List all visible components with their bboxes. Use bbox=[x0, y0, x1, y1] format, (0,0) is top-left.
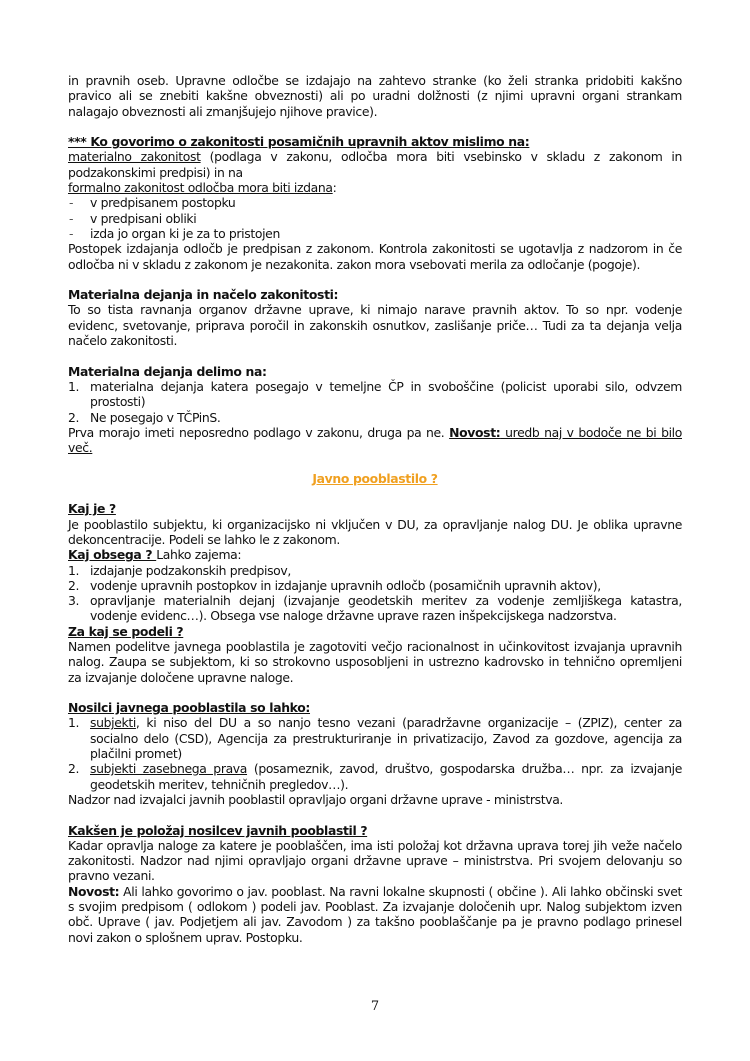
nosilci-list bbox=[68, 715, 682, 791]
kaj-obsega-heading: Kaj obsega ? bbox=[68, 547, 157, 563]
polozaj-paragraph: Kadar opravlja naloge za katere je pooblaščen, ima isti položaj kot državna uprava torej jih veže načelo zakonitosti. Nadzor nad njimi opravljajo organi državne uprave – ministrstva. Pri svojem delovanju so pravno vezani. bbox=[68, 837, 682, 884]
zakonitost-heading: *** Ko govorimo o zakonitosti posamičnih upravnih aktov mislimo na: bbox=[68, 134, 530, 150]
formalna-zakonitost-paragraph: formalno zakonitost odločba mora biti izdana: bbox=[68, 180, 337, 196]
za-kaj-paragraph: Namen podelitve javnega pooblastila je zagotoviti večjo racionalnost in učinkovitost izvajanja upravnih nalog. Zaupa se subjektom, ki so strokovno usposobljeni in ustrezno kadrovsko in tehnično opremljeni za izvajanje določene upravne naloge. bbox=[68, 638, 682, 685]
nosilci-heading: Nosilci javnega pooblastila so lahko: bbox=[68, 700, 311, 716]
prva-morajo-paragraph: Prva morajo imeti neposredno podlago v zakonu, druga pa ne. Novost: uredb naj v bodoče ne bi bilo več. bbox=[68, 424, 682, 456]
materialna-delimo-heading: Materialna dejanja delimo na: bbox=[68, 363, 267, 379]
polozaj-novost-paragraph: Novost: Ali lahko govorimo o jav. pooblast. Na ravni lokalne skupnosti ( občine ). Ali lahko občinski svet s svojim predpisom ( odlokom ) podeli jav. Pooblast. Za izvajanje določenih upr. Nalog subjektom izven obč. Uprave ( jav. Podjetjem ali jav. Zavodom ) za takšno pooblaščanje pa je pravno podlago prinesel novi zakon o splošnem uprav. Postopku. bbox=[68, 883, 682, 945]
kaj-obsega-paragraph: Kaj obsega ? Lahko zajema: bbox=[68, 547, 242, 563]
novost-label: Novost: bbox=[68, 883, 120, 899]
formalna-zakonitost-label: formalno zakonitost odločba mora biti izdana bbox=[68, 180, 333, 196]
nadzor-paragraph: Nadzor nad izvajalci javnih pooblastil opravljajo organi državne uprave - ministrstva. bbox=[68, 791, 564, 807]
list-item: - v predpisanem postopku bbox=[69, 195, 236, 211]
materialna-nacelo-paragraph: To so tista ravnanja organov državne uprave, ki nimajo narave pravnih aktov. To so npr. vodenje evidenc, svetovanje, priprava poročil in zakonskih osnutkov, zaslišanje priče… Tudi za ta dejanja velja načelo zakonitosti. bbox=[68, 302, 682, 349]
list-item: 2. Ne posegajo v TČPinS. bbox=[68, 409, 221, 425]
materialna-zakonitost-paragraph: materialno zakonitost (podlaga v zakonu, odločba mora biti vsebinsko v skladu z zakonom in podzakonskimi predpisi) in na bbox=[68, 149, 682, 180]
formalna-list bbox=[68, 195, 682, 241]
za-kaj-heading: Za kaj se podeli ? bbox=[68, 623, 184, 639]
novost-label: Novost: bbox=[449, 424, 501, 440]
polozaj-heading: Kakšen je položaj nosilcev javnih pooblastil ? bbox=[68, 822, 368, 838]
materialna-zakonitost-label: materialno zakonitost bbox=[68, 149, 201, 165]
intro-paragraph: in pravnih oseb. Upravne odločbe se izdajajo na zahtevo stranke (ko želi stranka pridobiti kakšno pravico ali se znebiti kakšne obveznosti) ali po uradni dolžnosti (z njimi upravni organi strankam nalagajo obveznosti ali zmanjšujejo njihove pravice). bbox=[68, 73, 682, 119]
kaj-je-paragraph: Je pooblastilo subjektu, ki organizacijsko ni vključen v DU, za opravljanje nalog DU. Je oblika upravne dekoncentracije. Podeli se lahko le z zakonom. bbox=[68, 516, 682, 547]
materialna-nacelo-heading: Materialna dejanja in načelo zakonitosti: bbox=[68, 287, 339, 303]
list-item: - v predpisani obliki bbox=[69, 210, 197, 226]
list-item: 2. vodenje upravnih postopkov in izdajanje upravnih odločb (posamičnih upravnih aktov), bbox=[68, 577, 601, 593]
postopek-paragraph: Postopek izdajanja odločb je predpisan z zakonom. Kontrola zakonitosti se ugotavlja z nadzorom in če odločba ni v skladu z zakonom je nezakonita. zakon mora vsebovati merila za odločanje (pogoje). bbox=[68, 241, 682, 272]
list-item: 3. opravljanje materialnih dejanj (izvajanje geodetskih meritev za vodenje zemljiškega katastra, vodenje evidenc…). Obsega vse naloge državne uprave razen inšpekcijskega nadzorstva. bbox=[68, 593, 682, 624]
list-item: 2. subjekti zasebnega prava (posameznik, zavod, društvo, gospodarska družba… npr. za izvajanje geodetskih meritev, tehničnih pregledov…). bbox=[68, 761, 682, 792]
list-item: 1. subjekti, ki niso del DU a so nanjo tesno vezani (paradržavne organizacije – (ZPIZ), center za socialno delo (CSD), Agencija za prestrukturiranje in privatizacijo, Zavod za gozdove, agencija za plačilni promet) bbox=[68, 715, 682, 762]
document-page bbox=[68, 73, 682, 945]
list-item: 1. izdajanje podzakonskih predpisov, bbox=[68, 562, 291, 578]
list-item: - izda jo organ ki je za to pristojen bbox=[69, 225, 280, 241]
page-number: 7 bbox=[370, 999, 380, 1014]
obsega-list bbox=[68, 563, 682, 624]
list-item: 1. materialna dejanja katera posegajo v temeljne ČP in svoboščine (policist uporabi silo, odvzem prostosti) bbox=[68, 378, 682, 410]
materialna-delimo-list bbox=[68, 379, 682, 425]
kaj-je-heading: Kaj je ? bbox=[68, 501, 116, 517]
javno-pooblastilo-title: Javno pooblastilo ? bbox=[312, 470, 438, 486]
